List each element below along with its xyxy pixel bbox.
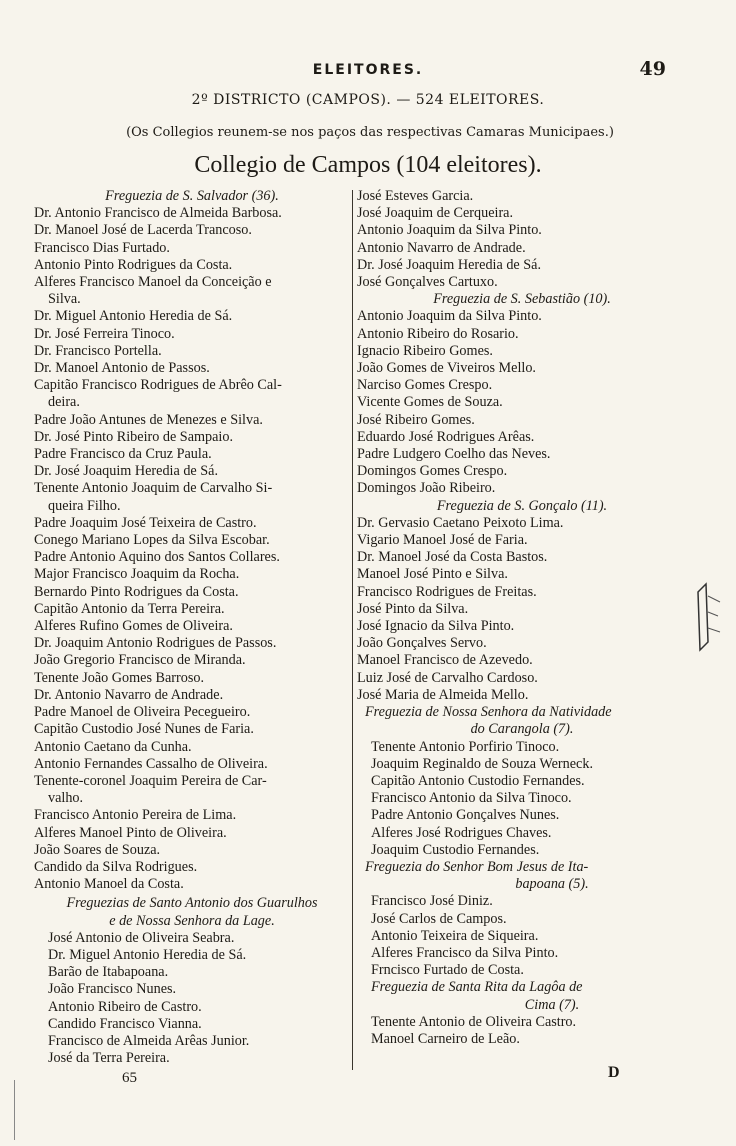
elector-name: José Ribeiro Gomes.	[357, 411, 475, 428]
elector-name: Domingos João Ribeiro.	[357, 480, 496, 497]
elector-name: Domingos Gomes Crespo.	[357, 463, 508, 480]
page-header-title: ELEITORES.	[312, 62, 424, 78]
left-column	[34, 188, 350, 1067]
parish-names-list	[357, 515, 687, 704]
elector-name: Narciso Gomes Crespo.	[357, 377, 493, 394]
parish-heading: Freguezia de S. Gonçalo (11).	[436, 497, 608, 514]
elector-name: Dr. José Joaquim Heredia de Sá.	[34, 463, 219, 480]
elector-name: Dr. José Joaquim Heredia de Sá.	[357, 256, 542, 273]
elector-name: Ignacio Ribeiro Gomes.	[357, 342, 493, 359]
elector-name: Francisco Rodrigues de Freitas.	[357, 583, 537, 600]
elector-name: Padre Manoel de Oliveira Pecegueiro.	[34, 704, 251, 721]
elector-name: Major Francisco Joaquim da Rocha.	[34, 566, 240, 583]
elector-name: Tenente Antonio Joaquim de Carvalho Si-	[34, 480, 273, 497]
elector-name: Dr. Manoel Antonio de Passos.	[34, 360, 210, 377]
elector-name: João Gonçalves Servo.	[357, 635, 487, 652]
elector-name: Alferes José Rodrigues Chaves.	[371, 824, 552, 841]
elector-name: Dr. Antonio Navarro de Andrade.	[34, 686, 224, 703]
elector-name: Manoel Carneiro de Leão.	[371, 1030, 520, 1047]
elector-name: Dr. Miguel Antonio Heredia de Sá.	[34, 308, 233, 325]
footer-signature-number: 65	[122, 1070, 137, 1086]
elector-name: Manoel José Pinto e Silva.	[357, 566, 508, 583]
elector-name: Vigario Manoel José de Faria.	[357, 532, 528, 549]
elector-name: José Esteves Garcia.	[357, 188, 474, 204]
elector-name: Francisco José Diniz.	[371, 893, 493, 910]
parish-names-list	[357, 1014, 687, 1048]
elector-name: Conego Mariano Lopes da Silva Escobar.	[34, 532, 270, 549]
elector-name: Joaquim Custodio Fernandes.	[371, 841, 540, 858]
elector-name: queira Filho.	[48, 497, 121, 514]
elector-name: José Maria de Almeida Mello.	[357, 686, 529, 703]
elector-name: Padre Antonio Gonçalves Nunes.	[371, 807, 560, 824]
elector-name: José Antonio de Oliveira Seabra.	[48, 929, 235, 946]
parish-heading: Freguezia de S. Salvador (36).	[105, 188, 279, 204]
parish-names-list	[357, 188, 687, 291]
elector-name: Tenente João Gomes Barroso.	[34, 669, 204, 686]
elector-name: Padre Ludgero Coelho das Neves.	[357, 446, 551, 463]
elector-name: valho.	[48, 790, 84, 807]
elector-name: Padre Joaquim José Teixeira de Castro.	[34, 514, 257, 531]
elector-name: deira.	[48, 394, 80, 411]
elector-name: Eduardo José Rodrigues Arêas.	[357, 428, 535, 445]
elector-name: José da Terra Pereira.	[48, 1050, 170, 1067]
page-edge-mark-icon	[696, 582, 724, 652]
elector-name: Antonio Pinto Rodrigues da Costa.	[34, 256, 233, 273]
elector-name: Silva.	[48, 291, 81, 308]
elector-name: Francisco Antonio da Silva Tinoco.	[371, 790, 572, 807]
elector-name: Dr. José Ferreira Tinoco.	[34, 325, 175, 342]
elector-name: Antonio Navarro de Andrade.	[357, 239, 526, 256]
elector-name: José Gonçalves Cartuxo.	[357, 274, 498, 291]
footer-signature-letter: D	[608, 1064, 620, 1081]
elector-name: Frncisco Furtado de Costa.	[371, 962, 524, 979]
elector-name: Alferes Rufino Gomes de Oliveira.	[34, 618, 233, 635]
district-subtitle: 2º DISTRICTO (CAMPOS). — 524 ELEITORES.	[191, 92, 545, 108]
elector-name: Tenente-coronel Joaquim Pereira de Car-	[34, 772, 267, 789]
page-number: 49	[639, 58, 666, 80]
elector-name: Dr. Manoel José da Costa Bastos.	[357, 549, 548, 566]
elector-name: Francisco de Almeida Arêas Junior.	[48, 1032, 250, 1049]
elector-name: Padre Antonio Aquino dos Santos Collares.	[34, 549, 280, 566]
parish-names-list	[357, 739, 687, 859]
elector-name: Antonio Manoel da Costa.	[34, 876, 184, 893]
elector-name: Antonio Ribeiro de Castro.	[48, 998, 202, 1015]
right-column	[357, 188, 687, 1048]
elector-name: Capitão Antonio da Terra Pereira.	[34, 600, 225, 617]
elector-name: Alferes Manoel Pinto de Oliveira.	[34, 824, 227, 841]
parish-names-list	[34, 930, 350, 1068]
elector-name: José Ignacio da Silva Pinto.	[357, 618, 515, 635]
elector-name: Bernardo Pinto Rodrigues da Costa.	[34, 583, 239, 600]
column-divider	[352, 190, 353, 1070]
elector-name: Dr. José Pinto Ribeiro de Sampaio.	[34, 428, 234, 445]
parish-heading: Freguezia de Santa Rita da Lagôa de	[371, 979, 583, 996]
college-title: Collegio de Campos (104 eleitores).	[194, 152, 542, 178]
parish-heading: Freguezia de Nossa Senhora da Natividade	[365, 704, 612, 721]
elector-name: Antonio Joaquim da Silva Pinto.	[357, 222, 542, 239]
meeting-note: (Os Collegios reunem-se nos paços das respectivas Camaras Municipaes.)	[126, 125, 614, 140]
parish-heading-cont: e de Nossa Senhora da Lage.	[109, 912, 275, 929]
elector-name: Antonio Fernandes Cassalho de Oliveira.	[34, 755, 268, 772]
elector-name: José Joaquim de Cerqueira.	[357, 205, 514, 222]
parish-heading-cont: Cima (7).	[524, 996, 580, 1013]
elector-name: João Soares de Souza.	[34, 841, 161, 858]
elector-name: Padre Francisco da Cruz Paula.	[34, 446, 212, 463]
elector-name: Barão de Itabapoana.	[48, 964, 169, 981]
elector-name: Capitão Antonio Custodio Fernandes.	[371, 772, 585, 789]
elector-name: Antonio Ribeiro do Rosario.	[357, 325, 519, 342]
elector-name: João Gomes de Viveiros Mello.	[357, 360, 536, 377]
parish-heading: Freguezias de Santo Antonio dos Guarulhos	[66, 895, 318, 912]
elector-name: Manoel Francisco de Azevedo.	[357, 652, 533, 669]
elector-name: Francisco Dias Furtado.	[34, 239, 170, 256]
parish-names-list	[357, 893, 687, 979]
elector-name: Dr. Antonio Francisco de Almeida Barbosa.	[34, 205, 282, 222]
elector-name: Francisco Antonio Pereira de Lima.	[34, 807, 237, 824]
elector-name: Dr. Manoel José de Lacerda Trancoso.	[34, 222, 252, 239]
elector-name: Candido Francisco Vianna.	[48, 1015, 202, 1032]
elector-name: Tenente Antonio Porfirio Tinoco.	[371, 738, 560, 755]
elector-name: José Carlos de Campos.	[371, 910, 507, 927]
elector-name: Tenente Antonio de Oliveira Castro.	[371, 1013, 577, 1030]
parish-names-list	[34, 205, 350, 893]
elector-name: Capitão Francisco Rodrigues de Abrêo Cal-	[34, 377, 282, 394]
elector-name: João Francisco Nunes.	[48, 981, 177, 998]
elector-name: Candido da Silva Rodrigues.	[34, 858, 198, 875]
elector-name: João Gregorio Francisco de Miranda.	[34, 652, 246, 669]
elector-name: Vicente Gomes de Souza.	[357, 394, 503, 411]
elector-name: Dr. Joaquim Antonio Rodrigues de Passos.	[34, 635, 277, 652]
elector-name: Joaquim Reginaldo de Souza Werneck.	[371, 755, 593, 772]
elector-name: Alferes Francisco Manoel da Conceição e	[34, 274, 272, 291]
elector-name: José Pinto da Silva.	[357, 600, 469, 617]
elector-name: Antonio Teixeira de Siqueira.	[371, 927, 539, 944]
elector-name: Antonio Joaquim da Silva Pinto.	[357, 308, 542, 325]
elector-name: Dr. Francisco Portella.	[34, 342, 162, 359]
elector-name: Dr. Miguel Antonio Heredia de Sá.	[48, 946, 247, 963]
margin-rule	[14, 1080, 15, 1140]
elector-name: Capitão Custodio José Nunes de Faria.	[34, 721, 254, 738]
parish-heading: Freguezia de S. Sebastião (10).	[433, 291, 611, 308]
parish-heading-cont: bapoana (5).	[515, 876, 589, 893]
parish-names-list	[357, 308, 687, 497]
elector-name: Padre João Antunes de Menezes e Silva.	[34, 411, 263, 428]
elector-name: Antonio Caetano da Cunha.	[34, 738, 192, 755]
parish-heading-cont: do Carangola (7).	[470, 721, 574, 738]
elector-name: Alferes Francisco da Silva Pinto.	[371, 944, 559, 961]
elector-name: Dr. Gervasio Caetano Peixoto Lima.	[357, 514, 564, 531]
parish-heading: Freguezia do Senhor Bom Jesus de Ita-	[365, 858, 589, 875]
elector-name: Luiz José de Carvalho Cardoso.	[357, 669, 538, 686]
